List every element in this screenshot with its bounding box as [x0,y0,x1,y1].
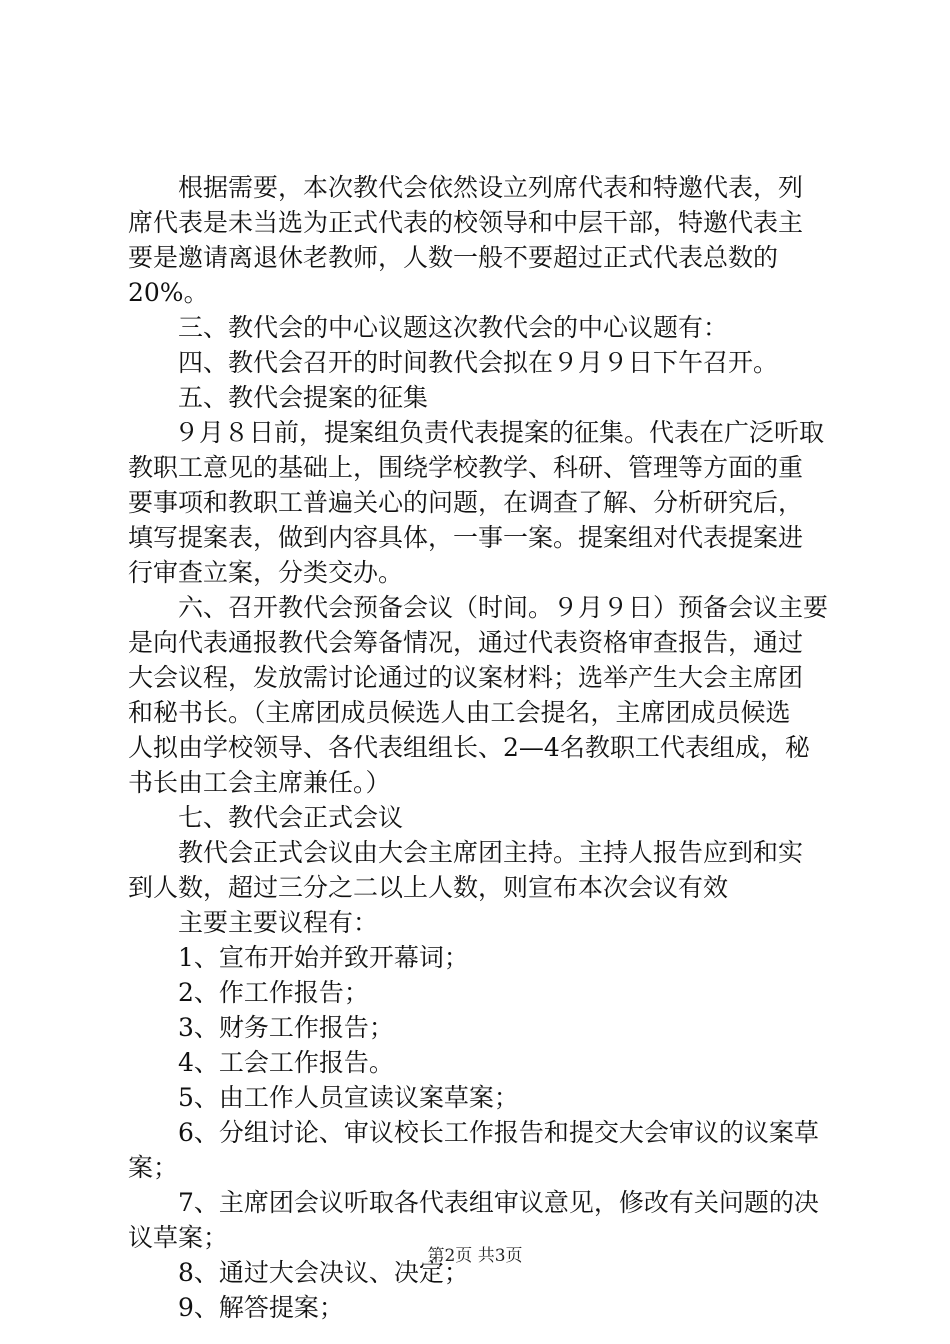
agenda-item: 5、由工作人员宣读议案草案； [178,1083,519,1112]
text-line: 是向代表通报教代会筹备情况，通过代表资格审查报告，通过 [128,628,804,657]
text-line: 到人数，超过三分之二以上人数，则宣布本次会议有效 [128,873,729,902]
text-line: 三、教代会的中心议题这次教代会的中心议题有： [178,313,729,342]
agenda-item: 3、财务工作报告； [178,1013,394,1042]
text-line: 席代表是未当选为正式代表的校领导和中层干部，特邀代表主 [128,208,804,237]
text-line: 教代会正式会议由大会主席团主持。主持人报告应到和实 [178,838,804,867]
text-line: 主要主要议程有： [178,908,379,937]
agenda-item: 7、主席团会议听取各代表组审议意见，修改有关问题的决 [178,1188,819,1217]
text-line: 20%。 [128,278,209,307]
agenda-item: 4、工会工作报告。 [178,1048,394,1077]
text-line: 和秘书长。（主席团成员候选人由工会提名，主席团成员候选 [128,698,791,727]
text-line: ９月８日前，提案组负责代表提案的征集。代表在广泛听取 [174,418,825,447]
paragraph-formal-meeting [128,835,832,905]
agenda-item-continuation: 案； [128,1153,179,1182]
agenda-item: 2、作工作报告； [178,978,369,1007]
section-heading-5 [128,380,832,415]
text-line: 要是邀请离退休老教师，人数一般不要超过正式代表总数的 [128,243,779,272]
paragraph-delegates [128,170,832,310]
section-heading-3 [128,310,832,345]
text-line: 书长由工会主席兼任。） [128,768,391,797]
agenda-item: 6、分组讨论、审议校长工作报告和提交大会审议的议案草 [178,1118,819,1147]
text-line: 教职工意见的基础上，围绕学校教学、科研、管理等方面的重 [128,453,804,482]
text-line: 六、召开教代会预备会议（时间。９月９日）预备会议主要 [178,593,829,622]
paragraph-preparatory-meeting [128,590,832,800]
agenda-intro [128,905,832,940]
agenda-item: 1、宣布开始并致开幕词； [178,943,469,972]
text-line: 要事项和教职工普遍关心的问题，在调查了解、分析研究后， [128,488,804,517]
text-line: 七、教代会正式会议 [178,803,404,832]
agenda-item: 9、解答提案； [178,1293,344,1322]
text-line: 大会议程，发放需讨论通过的议案材料；选举产生大会主席团 [128,663,804,692]
text-line: 行审查立案，分类交办。 [128,558,404,587]
agenda-item: 8、通过大会决议、决定； [178,1258,469,1287]
agenda-item-continuation: 议草案； [128,1223,229,1252]
section-heading-7 [128,800,832,835]
section-heading-4 [128,345,832,380]
text-line: 填写提案表，做到内容具体，一事一案。提案组对代表提案进 [128,523,804,552]
text-line: 五、教代会提案的征集 [178,383,429,412]
page-number-footer: 第2页 共3页 [427,1246,523,1266]
text-line: 四、教代会召开的时间教代会拟在９月９日下午召开。 [178,348,779,377]
document-body [128,170,832,1325]
paragraph-proposals [128,415,832,590]
text-line: 人拟由学校领导、各代表组组长、2—4名教职工代表组成，秘 [128,733,810,762]
text-line: 根据需要，本次教代会依然设立列席代表和特邀代表，列 [178,173,804,202]
